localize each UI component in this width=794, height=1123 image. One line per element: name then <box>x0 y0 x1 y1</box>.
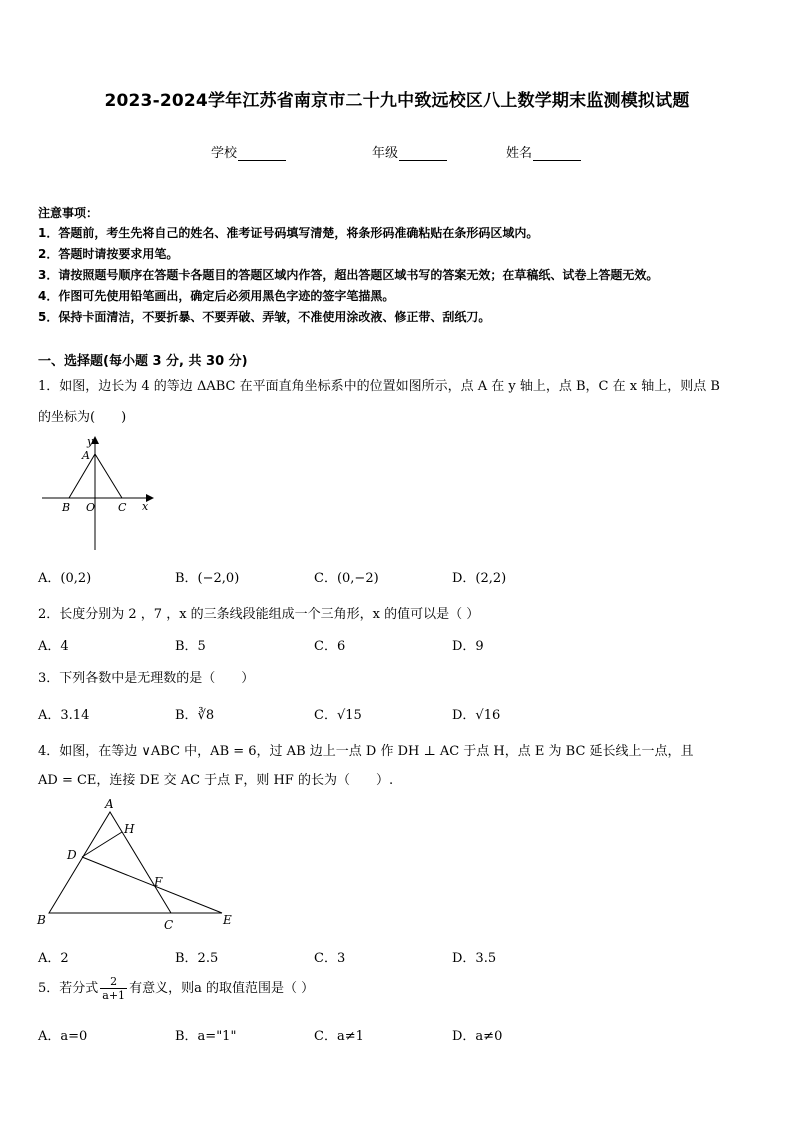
note-item: 1．答题前，考生先将自己的姓名、准考证号码填写清楚，将条形码准确粘贴在条形码区域内。 <box>38 226 539 240</box>
q5-option-c[interactable]: C．a≠1 <box>314 1029 364 1044</box>
q4-text-line2: AD = CE，连接 DE 交 AC 于点 F，则 HF 的长为（ ）. <box>38 773 394 788</box>
q2-option-b[interactable]: B．5 <box>175 639 206 654</box>
grade-blank <box>399 148 447 161</box>
q5-suffix: 有意义，则a 的取值范围是（ ） <box>129 981 315 996</box>
page-title: 2023-2024学年江苏省南京市二十九中致远校区八上数学期末监测模拟试题 <box>104 91 690 111</box>
note-item: 4．作图可先使用铅笔画出，确定后必须用黑色字迹的签字笔描黑。 <box>38 289 395 303</box>
segment-dh <box>82 832 122 857</box>
label-b: B <box>62 501 71 514</box>
grade-label: 年级 <box>372 146 399 161</box>
name-label: 姓名 <box>506 146 533 161</box>
q5-option-d[interactable]: D．a≠0 <box>452 1029 503 1044</box>
q5-option-b[interactable]: B．a="1" <box>175 1029 237 1044</box>
q5-prefix: 5．若分式 <box>38 981 99 996</box>
note-item: 3．请按照题号顺序在答题卡各题目的答题区域内作答，超出答题区域书写的答案无效；在草稿纸、试卷上答题无效。 <box>38 268 659 282</box>
label-a: A <box>82 449 90 462</box>
label-c: C <box>164 918 174 932</box>
school-blank <box>238 148 286 161</box>
name-blank <box>533 148 581 161</box>
q4-option-c[interactable]: C．3 <box>314 951 346 966</box>
q4-option-d[interactable]: D．3.5 <box>452 951 497 966</box>
q1-figure <box>38 432 158 554</box>
note-item: 5．保持卡面清洁，不要折暴、不要弄破、弄皱，不准使用涂改液、修正带、刮纸刀。 <box>38 310 491 324</box>
section-heading: 一、选择题(每小题 3 分, 共 30 分) <box>38 354 248 369</box>
q5-fraction-numerator: 2 <box>100 975 127 989</box>
q2-option-a[interactable]: A．4 <box>38 639 69 654</box>
q1-option-b[interactable]: B．(−2,0) <box>175 571 240 586</box>
label-e: E <box>223 913 232 927</box>
note-item: 2．答题时请按要求用笔。 <box>38 247 179 261</box>
q5-option-a[interactable]: A．a=0 <box>38 1029 88 1044</box>
label-d: D <box>67 848 77 862</box>
q1-option-c[interactable]: C．(0,−2) <box>314 571 379 586</box>
label-x: x <box>142 500 149 513</box>
school-label: 学校 <box>211 146 238 161</box>
q1-option-d[interactable]: D．(2,2) <box>452 571 507 586</box>
q3-option-a[interactable]: A．3.14 <box>38 708 90 723</box>
q3-option-b[interactable]: B．∛8 <box>175 708 215 723</box>
q3-option-d[interactable]: D．√16 <box>452 708 501 723</box>
label-a: A <box>105 797 114 811</box>
segment-de <box>82 857 222 913</box>
q1-option-a[interactable]: A．(0,2) <box>38 571 92 586</box>
label-o: O <box>86 501 96 514</box>
q2-option-c[interactable]: C．6 <box>314 639 346 654</box>
q4-figure <box>36 796 242 936</box>
label-b: B <box>37 913 46 927</box>
q3-option-c[interactable]: C．√15 <box>314 708 362 723</box>
q2-option-d[interactable]: D．9 <box>452 639 484 654</box>
q1-text-line2: 的坐标为( ) <box>38 410 127 425</box>
q4-text-line1: 4．如图，在等边 ∨ABC 中，AB = 6，过 AB 边上一点 D 作 DH ⊥ AC 于点 H，点 E 为 BC 延长线上一点，且 <box>38 744 694 759</box>
label-c: C <box>118 501 127 514</box>
notes-heading: 注意事项： <box>38 206 99 220</box>
q5-fraction <box>100 975 127 1002</box>
triangle-abc <box>49 812 171 913</box>
label-h: H <box>124 822 135 836</box>
q3-text: 3．下列各数中是无理数的是（ ） <box>38 671 255 686</box>
q4-option-a[interactable]: A．2 <box>38 951 69 966</box>
q4-option-b[interactable]: B．2.5 <box>175 951 219 966</box>
grade-field <box>372 142 447 161</box>
name-field <box>506 142 581 161</box>
q2-text: 2．长度分别为 2 ，7 ，x 的三条线段能组成一个三角形，x 的值可以是（ ） <box>38 607 480 622</box>
q1-text-line1: 1．如图，边长为 4 的等边 ΔABC 在平面直角坐标系中的位置如图所示，点 A 在 y 轴上，点 B，C 在 x 轴上，则点 B <box>38 379 720 394</box>
label-y: y <box>87 435 94 448</box>
q5-text <box>38 975 314 1002</box>
school-field <box>211 142 286 161</box>
q5-fraction-denominator: a+1 <box>102 989 126 1002</box>
label-f: F <box>154 875 163 889</box>
